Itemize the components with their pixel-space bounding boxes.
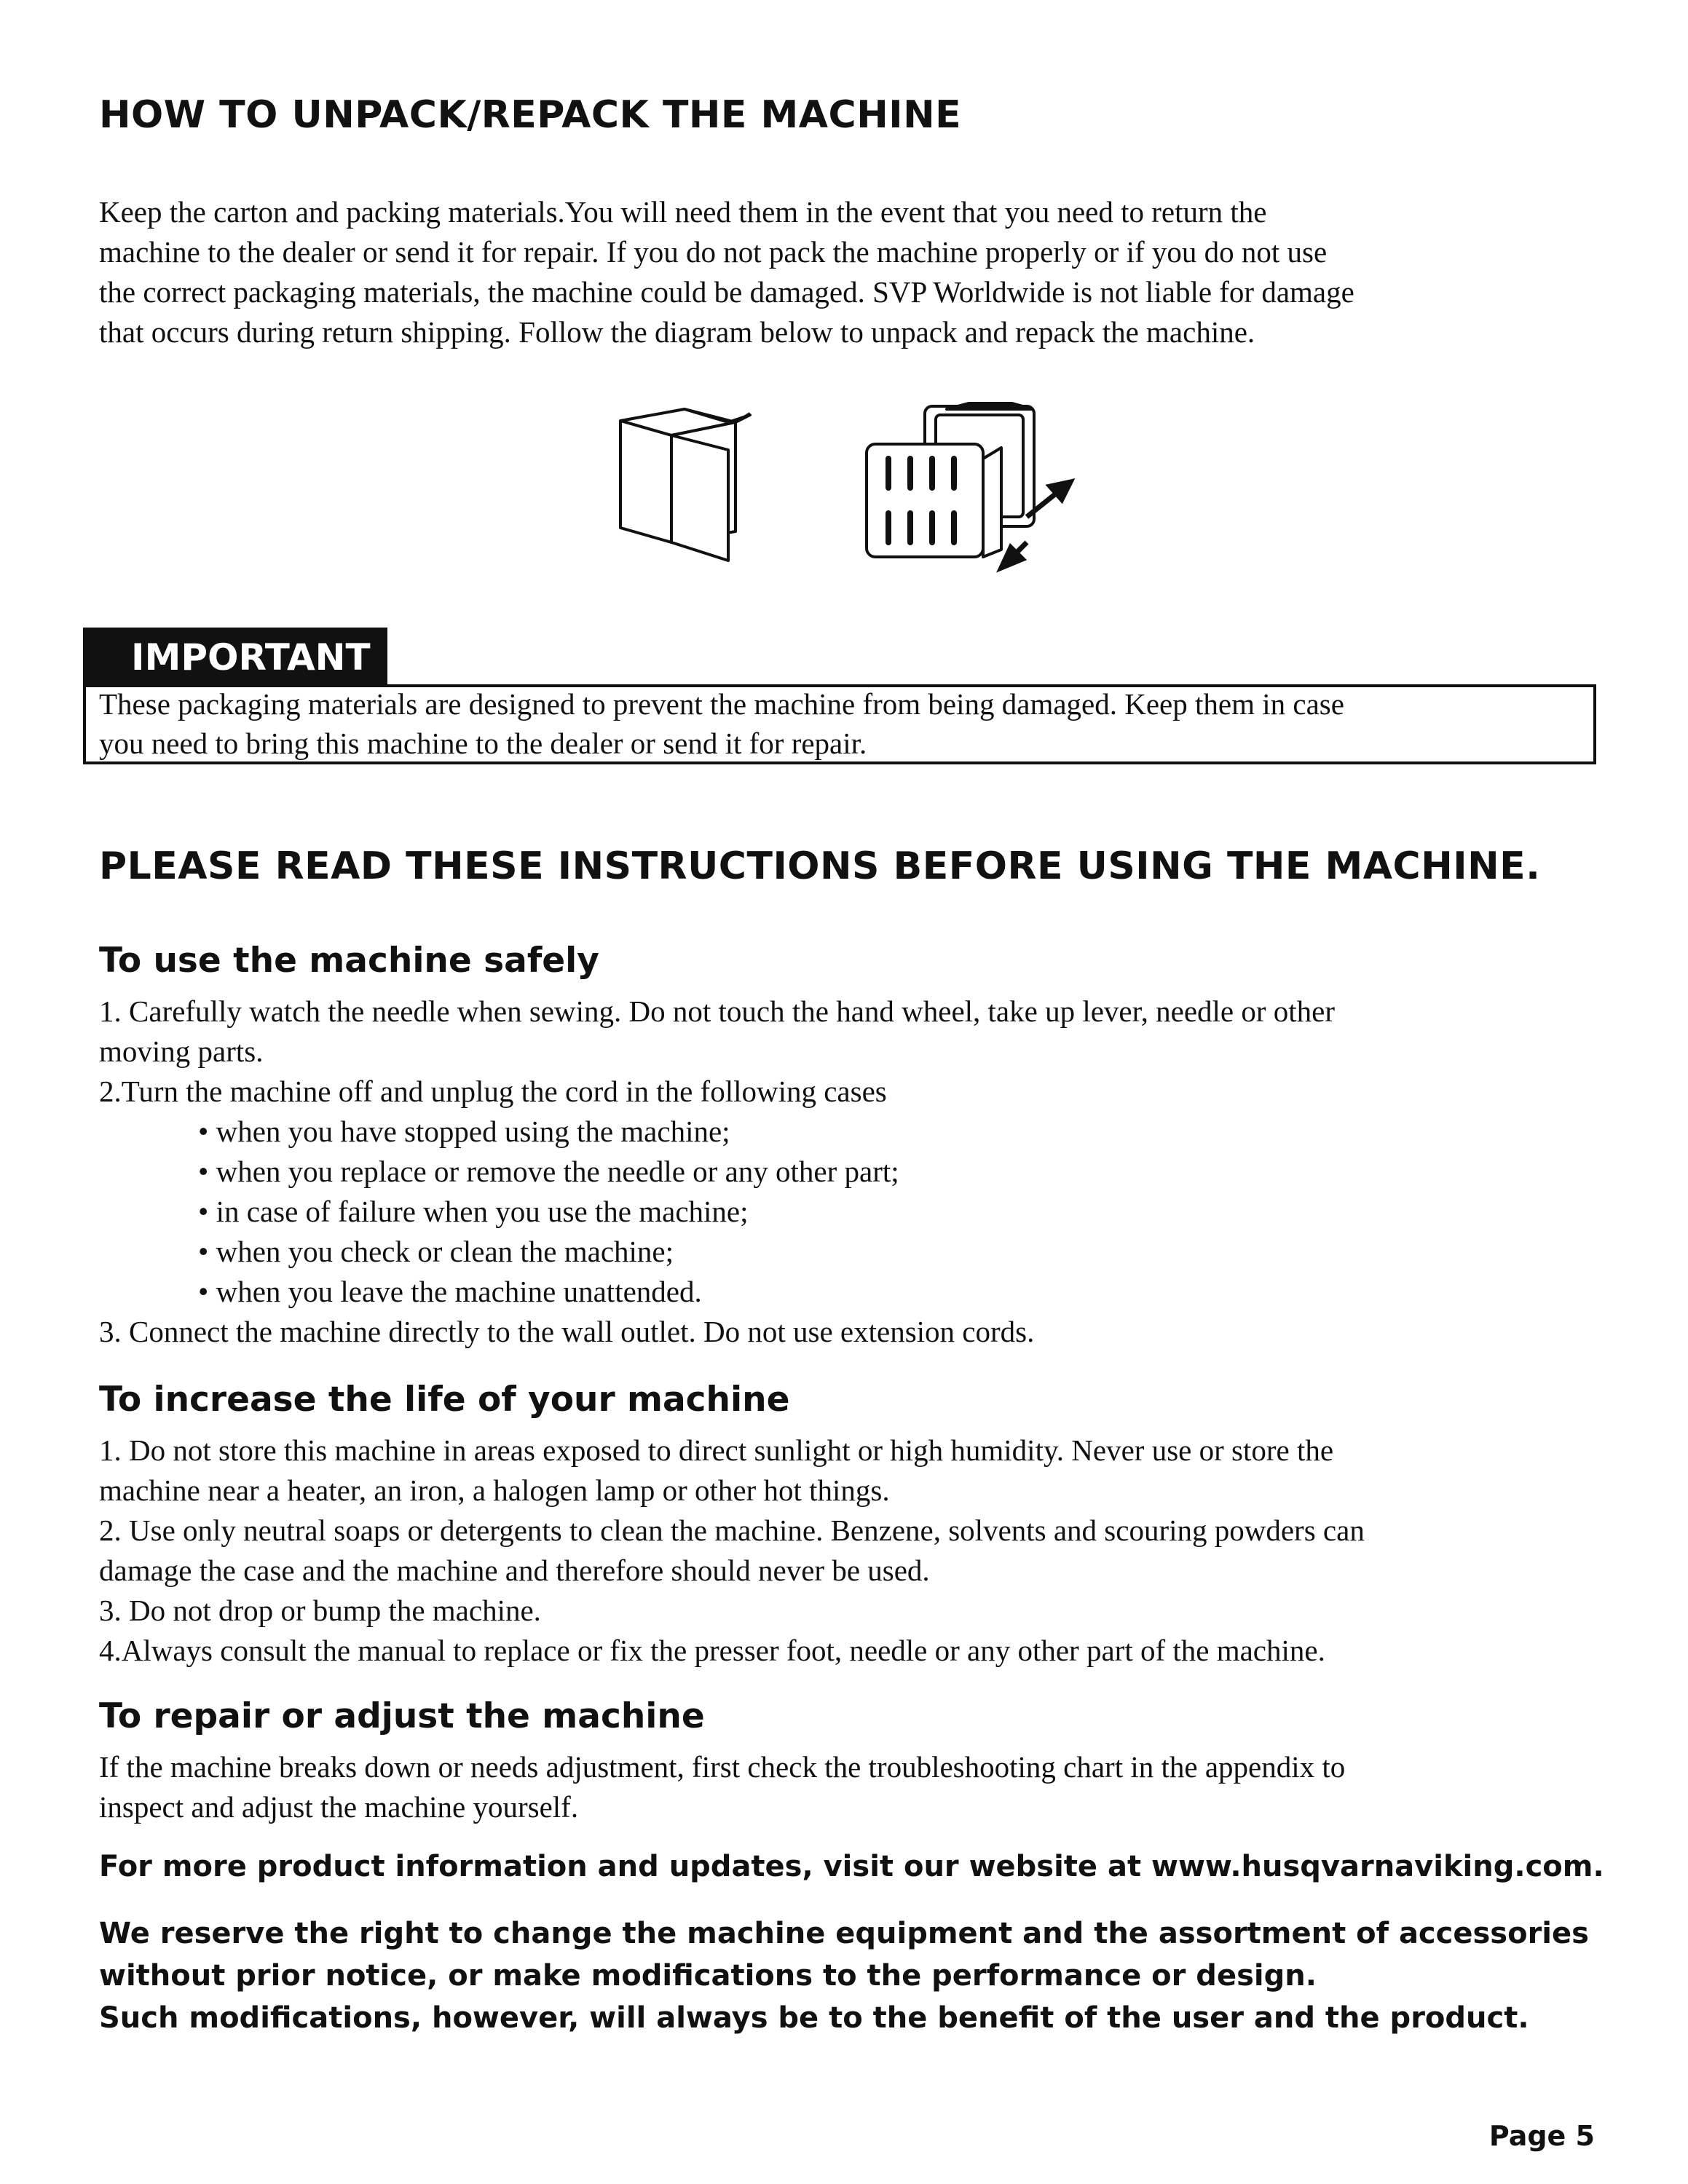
important-line: you need to bring this machine to the dealer or send it for repair. (99, 727, 867, 760)
life-item: 1. Do not store this machine in areas exposed to direct sunlight or high humidity. Never use or store the (99, 1433, 1334, 1467)
unpack-paragraph (99, 192, 1599, 352)
safety-bullet: • when you check or clean the machine; (198, 1235, 674, 1268)
packing-insert-illustration (867, 403, 1034, 557)
safety-bullet: • when you leave the machine unattended. (198, 1275, 702, 1308)
paragraph-line: Keep the carton and packing materials.You will need them in the event that you need to return the (99, 195, 1267, 229)
safety-list (99, 992, 1599, 1352)
website-line: For more product information and updates, visit our website at www.husqvarnaviking.com. (99, 1850, 1604, 1883)
instructions-heading: PLEASE READ THESE INSTRUCTIONS BEFORE USING THE MACHINE. (99, 844, 1541, 888)
safety-item: 2.Turn the machine off and unplug the cord in the following cases (99, 1075, 887, 1108)
safety-item: moving parts. (99, 1034, 264, 1068)
repair-line: If the machine breaks down or needs adjustment, first check the troubleshooting chart in the appendix to (99, 1750, 1346, 1784)
safety-bullet: • when you replace or remove the needle or any other part; (198, 1155, 899, 1188)
unpack-diagram (604, 393, 1100, 590)
important-text (99, 684, 1585, 763)
safety-item: 3. Connect the machine directly to the wall outlet. Do not use extension cords. (99, 1315, 1035, 1348)
paragraph-line: the correct packaging materials, the machine could be damaged. SVP Worldwide is not liable for damage (99, 275, 1354, 309)
life-item: 4.Always consult the manual to replace or fix the presser foot, needle or any other part of the machine. (99, 1634, 1325, 1667)
safety-heading: To use the machine safely (99, 941, 599, 981)
life-list (99, 1431, 1599, 1671)
repair-paragraph (99, 1747, 1599, 1827)
life-item: 2. Use only neutral soaps or detergents to clean the machine. Benzene, solvents and scouring powders can (99, 1514, 1365, 1547)
important-label: IMPORTANT (83, 628, 387, 687)
website-note (99, 1845, 1604, 1888)
important-line: These packaging materials are designed to prevent the machine from being damaged. Keep them in case (99, 687, 1344, 721)
paragraph-line: machine to the dealer or send it for repair. If you do not pack the machine properly or if you do not use (99, 235, 1328, 269)
life-item: machine near a heater, an iron, a halogen lamp or other hot things. (99, 1473, 890, 1507)
repair-heading: To repair or adjust the machine (99, 1696, 705, 1736)
reserve-line: We reserve the right to change the machine equipment and the assortment of accessories (99, 1917, 1589, 1950)
life-item: 3. Do not drop or bump the machine. (99, 1594, 541, 1627)
safety-item: 1. Carefully watch the needle when sewing. Do not touch the hand wheel, take up lever, needle or other (99, 994, 1335, 1028)
reserve-note (99, 1912, 1599, 2039)
life-heading: To increase the life of your machine (99, 1380, 790, 1420)
page-number: Page 5 (1488, 2120, 1595, 2152)
carton-illustration (620, 409, 750, 561)
reserve-line: without prior notice, or make modifications to the performance or design. (99, 1959, 1317, 1993)
reserve-line: Such modifications, however, will always be to the benefit of the user and the product. (99, 2001, 1529, 2035)
arrow-down-left-icon (1001, 542, 1027, 568)
safety-bullet: • when you have stopped using the machine; (198, 1115, 730, 1148)
repair-line: inspect and adjust the machine yourself. (99, 1790, 579, 1824)
safety-bullet: • in case of failure when you use the machine; (198, 1195, 749, 1228)
paragraph-line: that occurs during return shipping. Follow the diagram below to unpack and repack the machine. (99, 315, 1255, 349)
life-item: damage the case and the machine and therefore should never be used. (99, 1554, 930, 1587)
unpack-heading: HOW TO UNPACK/REPACK THE MACHINE (99, 93, 962, 137)
